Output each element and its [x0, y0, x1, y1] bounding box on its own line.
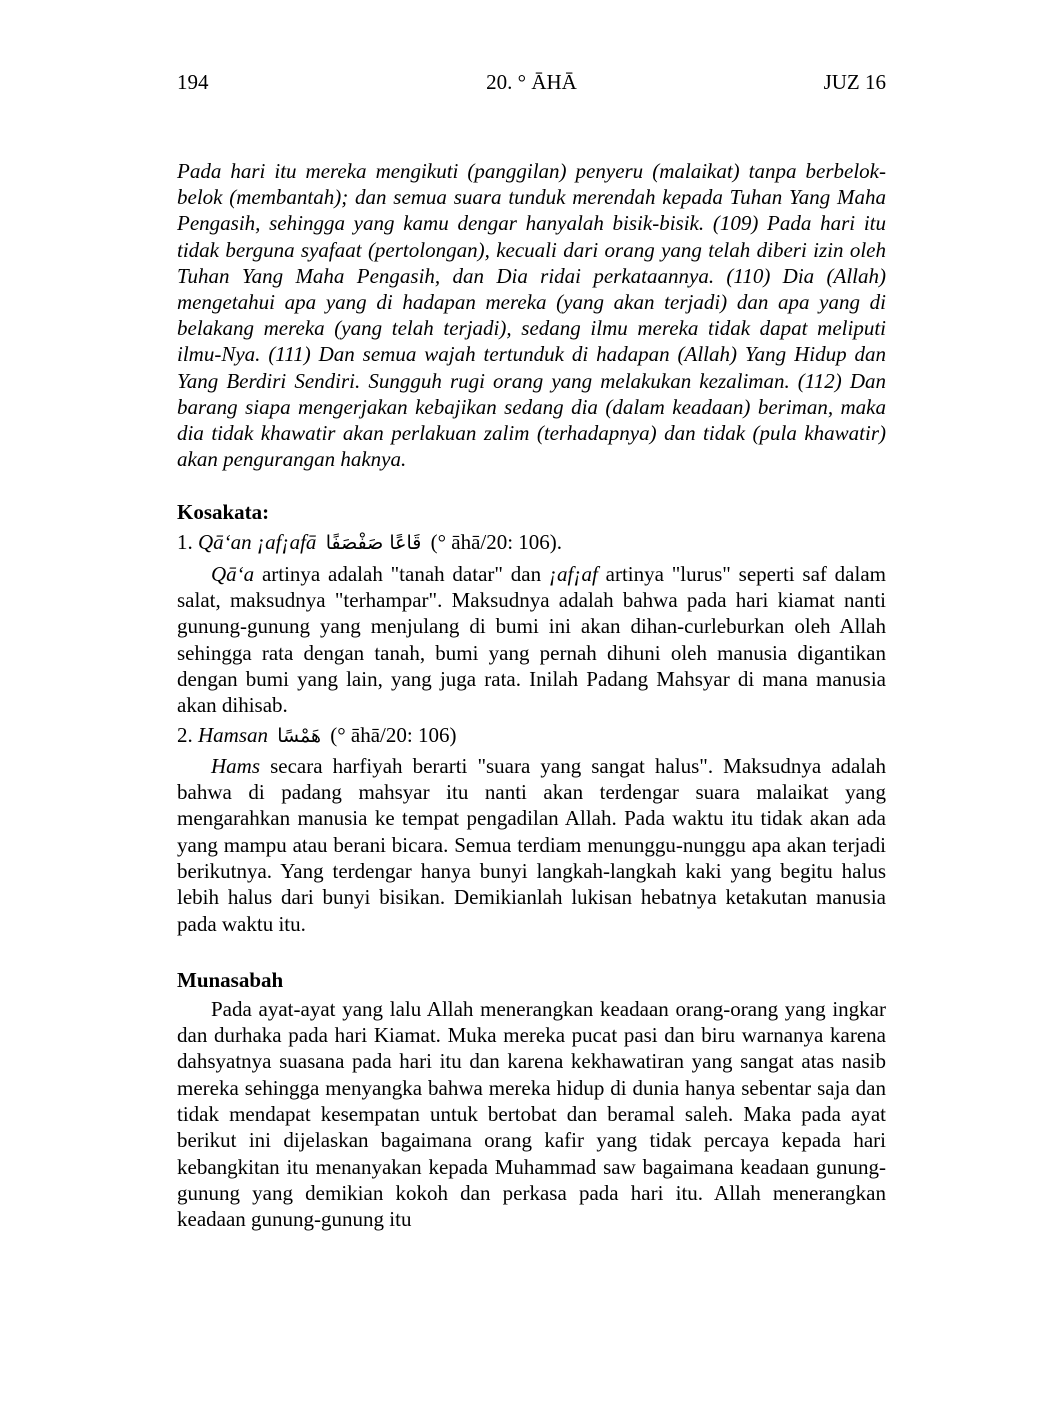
vocab-reference: (° āhā/20: 106).: [430, 530, 563, 555]
explanation-text: artinya "lurus" seperti saf dalam salat, maksudnya "terhampar". Maksudnya adalah bahwa pada hari kiamat nanti gunung-gunung yang menjulang di bumi ini akan dihan-curleburkan oleh Allah sehingga rata dengan tanah, bumi yang pernah dihuni oleh manusia digantikan dengan bumi yang lain, yang juga rata. Inilah Padang Mahsyar di mana manusia akan dihisab.: [177, 561, 886, 718]
vocab-term-inline: Qā‘a: [211, 561, 255, 586]
vocab-item-number: 2.: [177, 722, 193, 747]
vocab-term: Qā‘an ¡af¡afā: [198, 530, 317, 555]
juz-label: JUZ 16: [823, 70, 886, 94]
vocab-item-1-heading: [177, 529, 886, 556]
verse-translation: Pada hari itu mereka mengikuti (panggilan) penyeru (malaikat) tanpa berbelok-belok (membantah); dan semua suara tunduk merendah kepada Tuhan Yang Maha Pengasih, sehingga yang kamu dengar hanyalah bisik-bisik. (109) Pada hari itu tidak berguna syafaat (pertolongan), kecuali dari orang yang telah diberi izin oleh Tuhan Yang Maha Pengasih, dan Dia ridai perkataannya. (110) Dia (Allah) mengetahui apa yang di hadapan mereka (yang akan terjadi) dan apa yang di belakang mereka (yang telah terjadi), sedang ilmu mereka tidak dapat meliputi ilmu-Nya. (111) Dan semua wajah tertunduk di hadapan (Allah) Yang Hidup dan Yang Berdiri Sendiri. Sungguh rugi orang yang melakukan kezaliman. (112) Dan barang siapa mengerjakan kebajikan sedang dia (dalam keadaan) beriman, maka dia tidak khawatir akan perlakuan zalim (terhadapnya) dan tidak (pula khawatir) akan pengurangan haknya.: [177, 159, 886, 472]
vocab-item-2-explanation: [177, 753, 886, 937]
vocab-arabic: قَاعًا صَفْصَفًا: [325, 532, 422, 555]
vocab-reference: (° āhā/20: 106): [330, 722, 457, 747]
page-number: 194: [177, 70, 209, 94]
vocab-item-number: 1.: [177, 530, 193, 555]
explanation-text: artinya adalah "tanah datar" dan: [254, 561, 549, 586]
surah-title: 20. ° ĀHĀ: [486, 70, 577, 94]
vocab-item-1-explanation: [177, 561, 886, 719]
vocab-term-inline: ¡af¡af: [548, 561, 598, 586]
kosakata-heading: Kosakata:: [177, 500, 270, 525]
vocab-arabic: هَمْسًا: [277, 724, 322, 747]
munasabah-heading: Munasabah: [177, 967, 284, 992]
vocab-term-inline: Hams: [211, 753, 261, 778]
page: [177, 70, 886, 1233]
vocab-item-2-heading: [177, 722, 886, 749]
munasabah-text: Pada ayat-ayat yang lalu Allah menerangkan keadaan orang-orang yang ingkar dan durhaka pada hari Kiamat. Muka mereka pucat pasi dan biru warnanya karena dahsyatnya suasana pada hari itu dan karena kekhawatiran yang sangat atas nasib mereka sehingga menyangka bahwa mereka hidup di dunia hanya sebentar saja dan tidak mendapat kesempatan untuk bertobat dan beramal saleh. Maka pada ayat berikut ini dijelaskan bagaimana orang kafir yang tidak percaya kepada hari kebangkitan itu menanyakan kepada Muhammad saw bagaimana keadaan gunung-gunung yang demikian kokoh dan perkasa pada hari itu. Allah menerangkan keadaan gunung-gunung itu: [177, 996, 886, 1232]
running-header: [177, 70, 886, 104]
explanation-text: secara harfiyah berarti "suara yang sangat halus". Maksudnya adalah bahwa di padang mahsyar itu nanti akan terdengar suara malaikat yang mengarahkan manusia ke tempat pengadilan Allah. Pada waktu itu tidak akan ada yang mampu atau berani bicara. Semua terdiam menunggu-nunggu apa akan terjadi berikutnya. Yang terdengar hanya bunyi langkah-langkah kaki yang begitu halus lebih halus dari bunyi bisikan. Demikianlah lukisan hebatnya ketakutan manusia pada waktu itu.: [177, 753, 886, 936]
vocab-term: Hamsan: [198, 722, 269, 747]
